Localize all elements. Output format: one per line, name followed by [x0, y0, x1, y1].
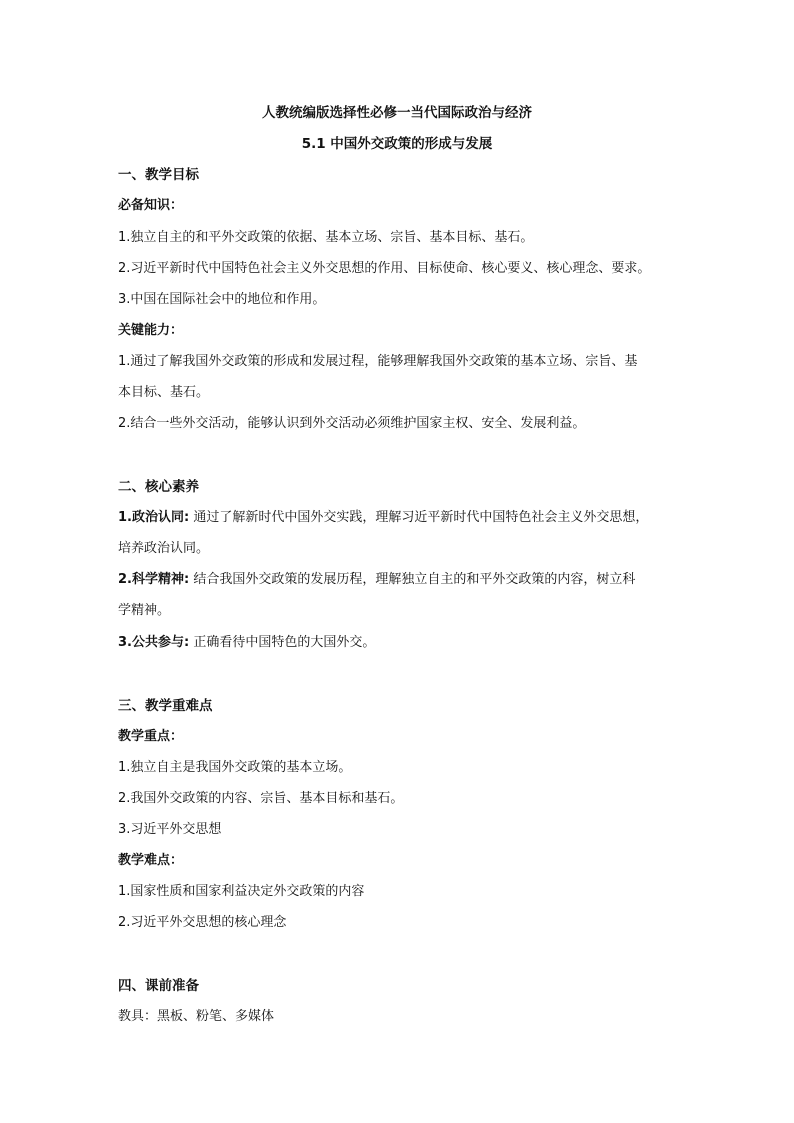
literacy-item-1-label: 1.政治认同: — [118, 510, 190, 525]
ability-item-1-line-1: 1.通过了解我国外交政策的形成和发展过程，能够理解我国外交政策的基本立场、宗旨、基 — [118, 354, 638, 369]
literacy-item-2 — [118, 571, 678, 589]
literacy-item-1 — [118, 509, 678, 527]
literacy-item-1-line-2: 培养政治认同。 — [118, 541, 210, 556]
literacy-item-3-text: 正确看待中国特色的大国外交。 — [189, 635, 376, 650]
literacy-item-1-text: 通过了解新时代中国外交实践，理解习近平新时代中国特色社会主义外交思想， — [189, 510, 649, 525]
knowledge-item-3: 3.中国在国际社会中的地位和作用。 — [118, 292, 326, 307]
section-heading-objectives: 一、教学目标 — [118, 167, 199, 183]
knowledge-item-2: 2.习近平新时代中国特色社会主义外交思想的作用、目标使命、核心要义、核心理念、要求。 — [118, 261, 651, 276]
difficulty-item-2: 2.习近平外交思想的核心理念 — [118, 915, 287, 930]
focus-item-2: 2.我国外交政策的内容、宗旨、基本目标和基石。 — [118, 791, 404, 806]
label-teaching-difficulty: 教学难点： — [118, 853, 184, 868]
label-teaching-focus: 教学重点： — [118, 729, 184, 744]
difficulty-item-1: 1.国家性质和国家利益决定外交政策的内容 — [118, 884, 365, 899]
label-key-ability: 关键能力： — [118, 323, 184, 338]
section-heading-core-literacy: 二、核心素养 — [118, 479, 199, 495]
teaching-tools: 教具：黑板、粉笔、多媒体 — [118, 1009, 275, 1024]
section-heading-preparation: 四、课前准备 — [118, 978, 199, 994]
label-required-knowledge: 必备知识： — [118, 198, 184, 213]
literacy-item-3-label: 3.公共参与: — [118, 635, 190, 650]
focus-item-3: 3.习近平外交思想 — [118, 822, 222, 837]
ability-item-1-line-2: 本目标、基石。 — [118, 385, 210, 400]
literacy-item-2-label: 2.科学精神: — [118, 572, 190, 587]
knowledge-item-1: 1.独立自主的和平外交政策的依据、基本立场、宗旨、基本目标、基石。 — [118, 230, 534, 245]
literacy-item-2-line-2: 学精神。 — [118, 603, 171, 618]
literacy-item-3 — [118, 634, 678, 652]
document-subtitle: 5.1 中国外交政策的形成与发展 — [301, 136, 493, 152]
focus-item-1: 1.独立自主是我国外交政策的基本立场。 — [118, 760, 352, 775]
ability-item-2: 2.结合一些外交活动，能够认识到外交活动必须维护国家主权、安全、发展利益。 — [118, 416, 586, 431]
section-heading-key-difficult: 三、教学重难点 — [118, 698, 213, 714]
document-title: 人教统编版选择性必修一当代国际政治与经济 — [262, 105, 532, 121]
literacy-item-2-text: 结合我国外交政策的发展历程，理解独立自主的和平外交政策的内容，树立科 — [189, 572, 636, 587]
